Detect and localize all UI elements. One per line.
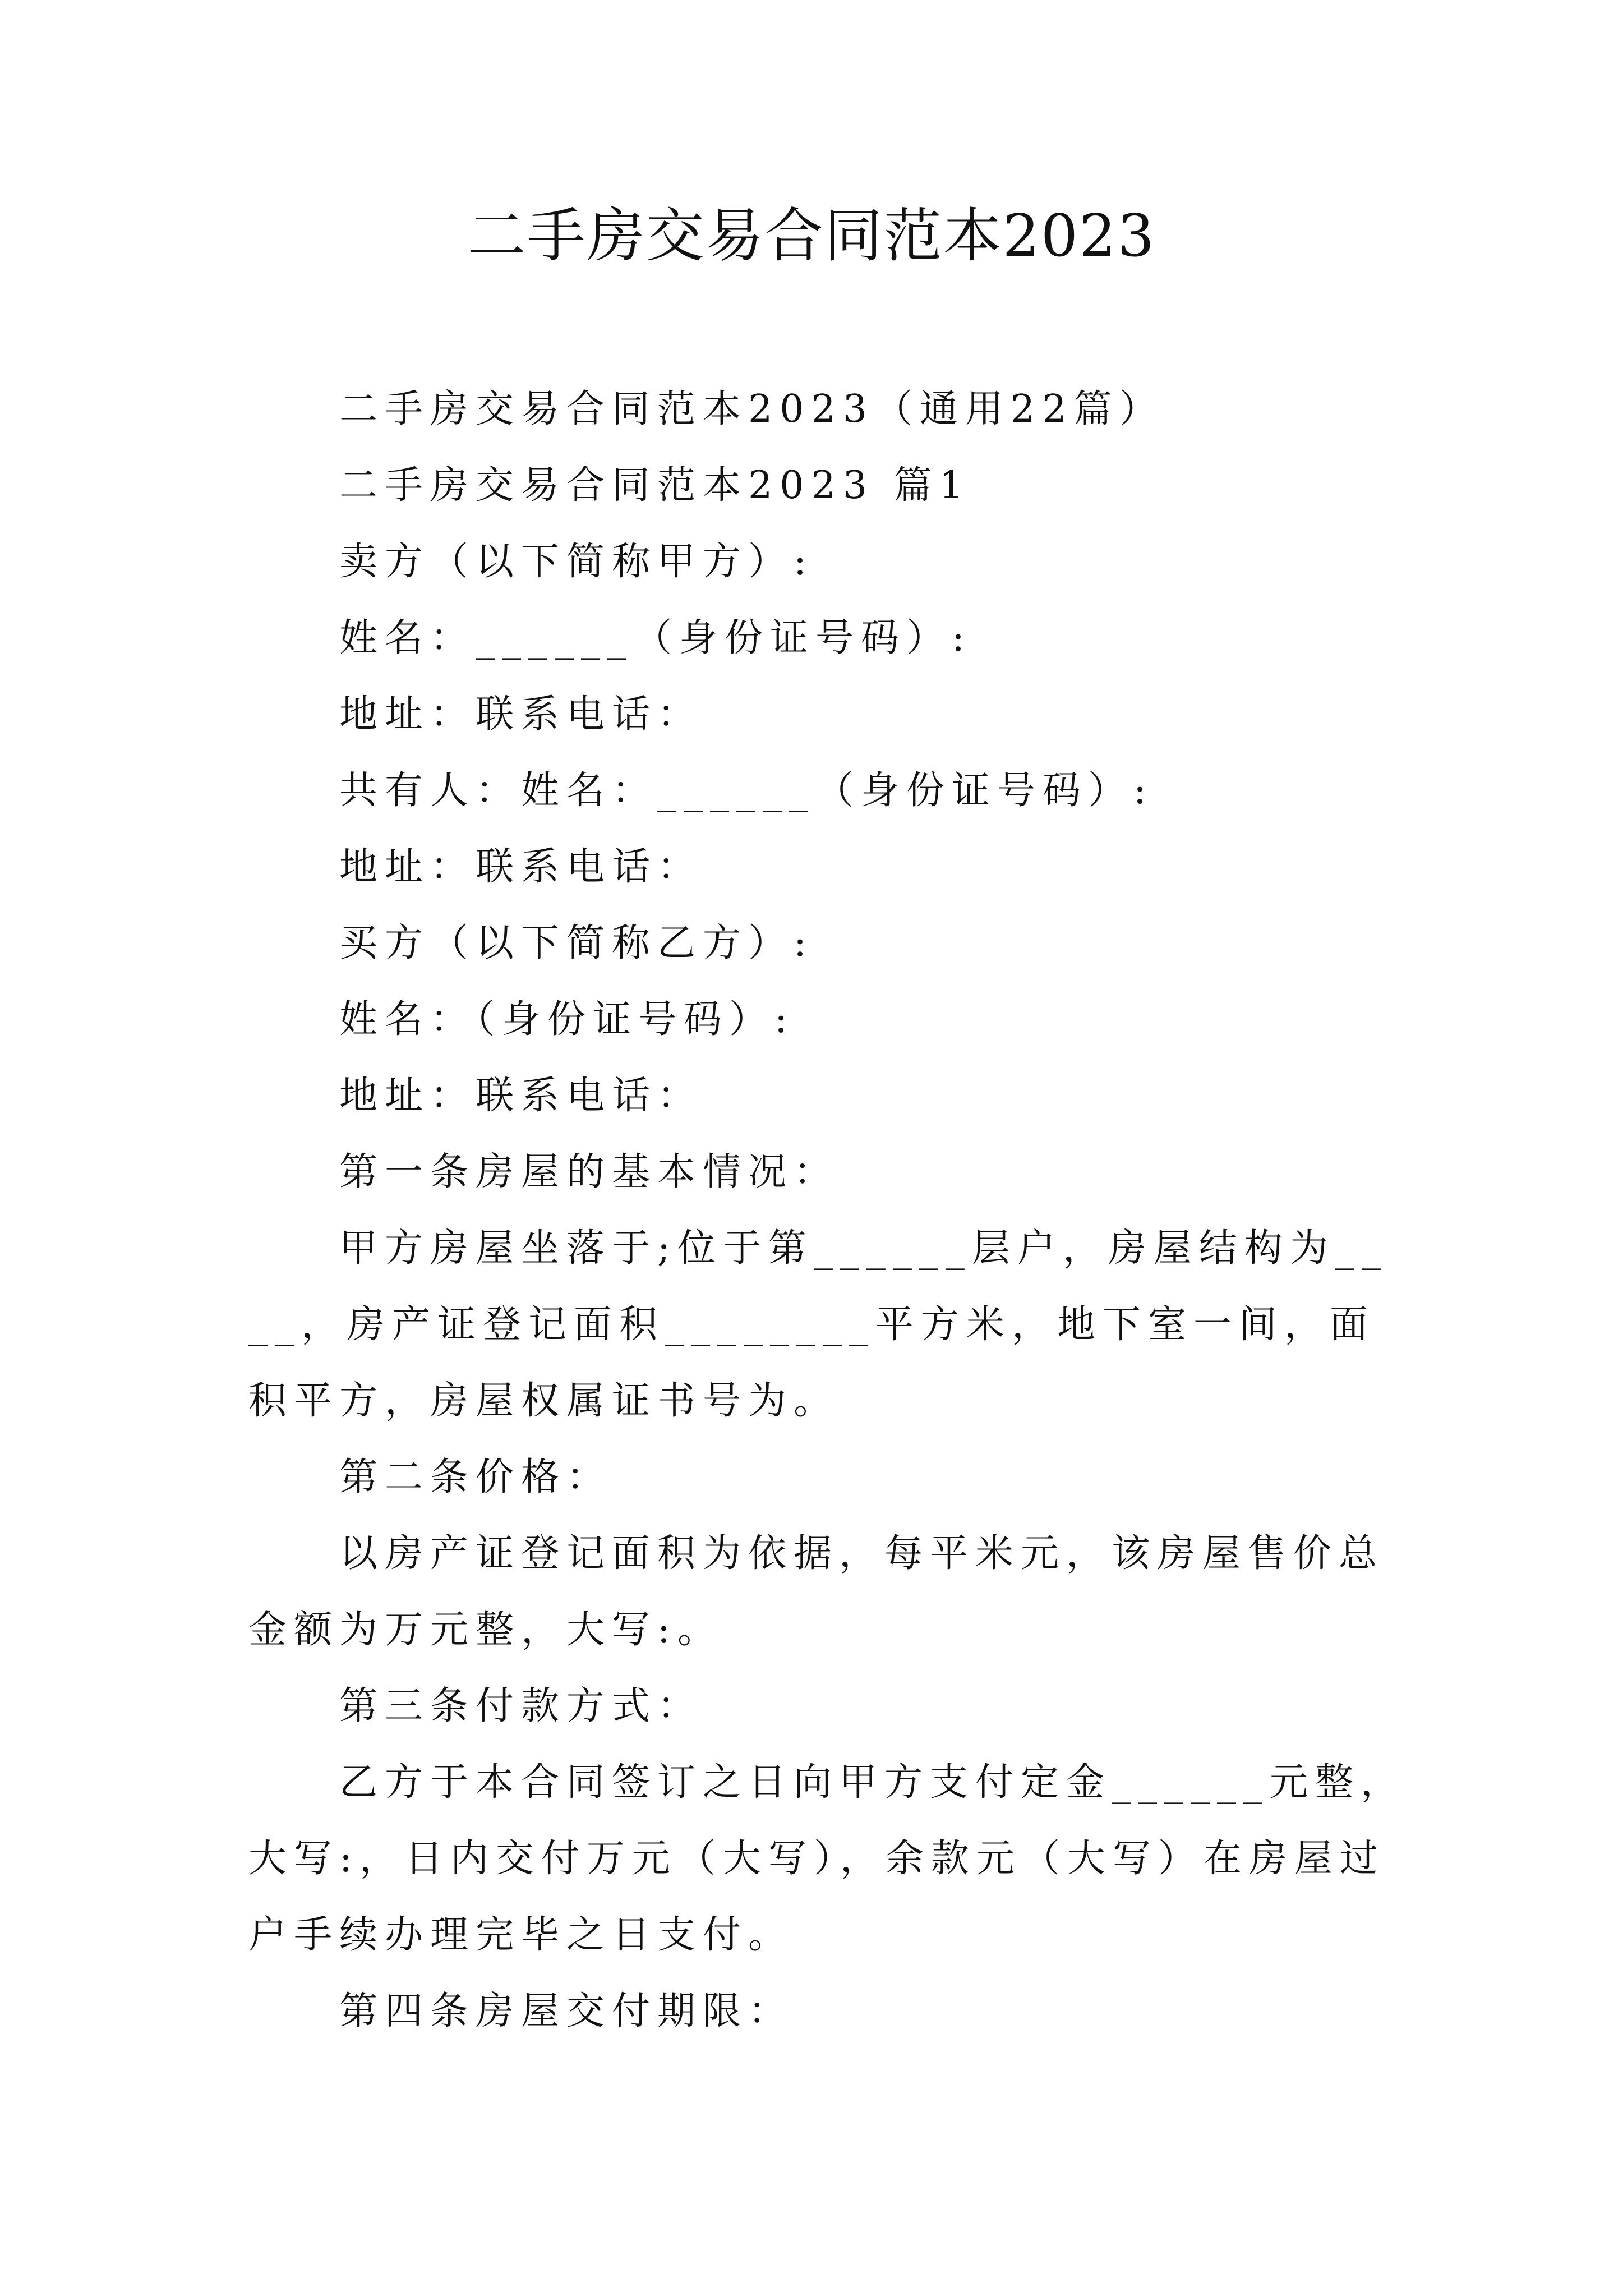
paragraph-seller-name: 姓名：______（身份证号码）:: [339, 616, 972, 660]
paragraph-co-owner-address: 地址：联系电话：: [339, 845, 703, 889]
paragraph-article-4-heading: 第四条房屋交付期限：: [339, 1989, 794, 2033]
paragraph-article-2-body: 以房产证登记面积为依据，每平米元，该房屋售价总金额为万元整，大写:。: [248, 1531, 1385, 1652]
paragraph-article-3-body: 乙方于本合同签订之日向甲方支付定金______元整，大写:，日内交付万元（大写），余款元（大写）在房屋过户手续办理完毕之日支付。: [248, 1760, 1407, 1957]
paragraph-article-1-body: 甲方房屋坐落于;位于第______层户，房屋结构为____，房产证登记面积________平方米，地下室一间，面积平方，房屋权属证书号为。: [248, 1226, 1388, 1423]
paragraph-co-owner-name: 共有人：姓名：______（身份证号码）:: [339, 769, 1154, 813]
paragraph-seller-address: 地址：联系电话：: [339, 692, 703, 737]
paragraph-intro: 二手房交易合同范本2023（通用22篇）: [339, 387, 1165, 431]
paragraph-article-3-heading: 第三条付款方式：: [339, 1684, 703, 1728]
paragraph-seller: 卖方（以下简称甲方）:: [339, 540, 814, 584]
paragraph-buyer-address: 地址：联系电话：: [339, 1074, 703, 1118]
paragraph-buyer-name: 姓名：（身份证号码）:: [339, 997, 795, 1042]
paragraph-section-heading: 二手房交易合同范本2023 篇1: [339, 463, 971, 508]
paragraph-article-2-heading: 第二条价格：: [339, 1455, 612, 1499]
document-body: [248, 371, 1410, 2050]
paragraph-article-1-heading: 第一条房屋的基本情况：: [339, 1150, 840, 1194]
document-title: 二手房交易合同范本2023: [467, 201, 1156, 270]
paragraph-buyer: 买方（以下简称乙方）:: [339, 921, 814, 965]
